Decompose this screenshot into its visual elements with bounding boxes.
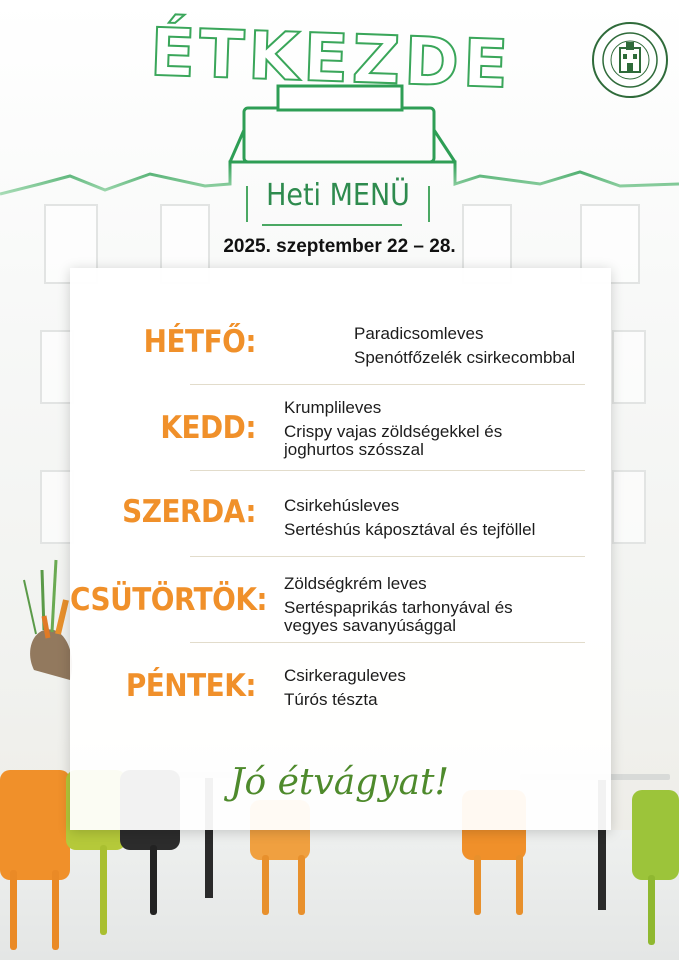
page-title: ÉTKEZDE [148, 13, 514, 104]
dish-item: Krumplileves [284, 398, 382, 417]
dish-item: Paradicsomleves [354, 324, 484, 343]
date-range: 2025. szeptember 22 – 28. [223, 236, 456, 257]
dish-item: Spenótfőzelék csirkecombbal [354, 348, 576, 367]
dish-item: Sertéspaprikás tarhonyával és [284, 598, 513, 617]
dish-item: Csirkehúsleves [284, 496, 400, 515]
divider [190, 642, 585, 643]
menu-subtitle: Heti MENÜ [266, 178, 410, 213]
footer-greeting: Jó étvágyat! [230, 762, 449, 803]
menu-card [70, 268, 611, 830]
dish-item: Csirkeraguleves [284, 666, 406, 685]
day-label: CSÜTÖRTÖK: [70, 582, 268, 618]
dish-item: Zöldségkrém leves [284, 574, 427, 593]
day-label: KEDD: [160, 410, 256, 446]
divider [190, 470, 585, 471]
dish-item: joghurtos szósszal [284, 440, 424, 459]
dish-item: Crispy vajas zöldségekkel és [284, 422, 503, 441]
day-label: SZERDA: [122, 494, 256, 530]
day-label: HÉTFŐ: [143, 324, 256, 360]
divider [190, 556, 585, 557]
day-label: PÉNTEK: [125, 668, 256, 704]
school-crest-icon [592, 22, 668, 98]
dish-item: vegyes savanyúsággal [284, 616, 457, 635]
dish-item: Sertéshús káposztával és tejföllel [284, 520, 536, 539]
dish-item: Túrós tészta [284, 690, 378, 709]
divider [190, 384, 585, 385]
